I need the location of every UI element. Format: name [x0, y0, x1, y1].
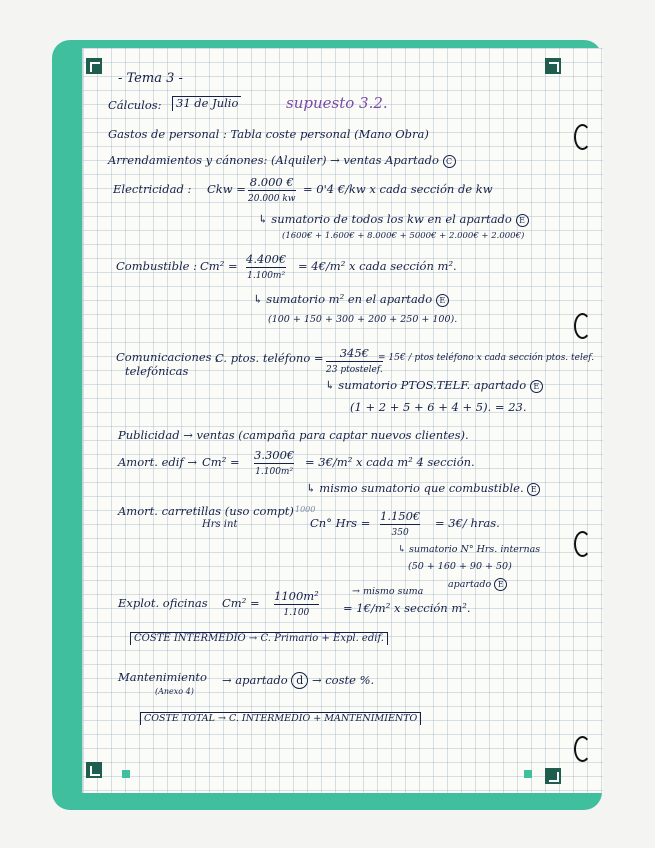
- carretillas-fraction: 1.150€ 350: [380, 509, 421, 538]
- combustible-label: Combustible :: [116, 259, 197, 273]
- comunicaciones-result: = 15€ / ptos teléfono x cada sección ptos. telef.: [378, 353, 595, 363]
- green-square-icon: [524, 770, 532, 778]
- corner-marker-icon: [545, 768, 561, 784]
- explot-cm: Cm² =: [222, 596, 260, 610]
- mantenimiento-apartado: → apartado d → coste %.: [222, 673, 375, 687]
- explot-note: → mismo suma: [352, 586, 424, 597]
- carretillas-sub: Hrs int: [202, 519, 238, 530]
- circled-letter-icon: E: [436, 294, 449, 307]
- carretillas-result: = 3€/ hras.: [435, 516, 500, 530]
- combustible-note: ↳ sumatorio m² en el apartado E: [253, 294, 449, 307]
- electricidad-fraction: 8.000 € 20.000 kw: [248, 175, 296, 204]
- combustible-sum: (100 + 150 + 300 + 200 + 250 + 100).: [268, 314, 458, 325]
- binder-hole-icon: [574, 736, 591, 762]
- amort-edif-cm: Cm² =: [202, 455, 240, 469]
- combustible-fraction: 4.400€ 1.100m²: [246, 252, 287, 281]
- corner-marker-icon: [86, 762, 102, 778]
- amort-edif-fraction: 3.300€ 1.100m²: [254, 448, 295, 477]
- circled-letter-icon: E: [494, 578, 507, 591]
- comunicaciones-sum: (1 + 2 + 5 + 6 + 4 + 5). = 23.: [350, 400, 527, 414]
- carretillas-sum: (50 + 160 + 90 + 50): [408, 561, 512, 572]
- amort-edif-note: ↳ mismo sumatorio que combustible. E: [306, 483, 540, 496]
- binder-hole-icon: [574, 313, 591, 339]
- electricidad-sum: (1600€ + 1.600€ + 8.000€ + 5000€ + 2.000€ + 2.000€): [282, 231, 525, 241]
- explot-result: = 1€/m² x sección m².: [343, 601, 471, 615]
- combustible-result: = 4€/m² x cada sección m².: [298, 259, 457, 273]
- circled-letter-icon: E: [530, 380, 543, 393]
- carretillas-1000: 1000: [295, 505, 316, 514]
- circled-letter-icon: d: [291, 672, 308, 689]
- binder-hole-icon: [574, 531, 591, 557]
- electricidad-ck: Ckw =: [207, 182, 246, 196]
- arrendamientos-line: Arrendamientos y cánones: (Alquiler) → ventas Apartado C: [108, 155, 456, 168]
- gastos-line: Gastos de personal : Tabla coste personal (Mano Obra): [108, 127, 429, 141]
- coste-intermedio-box: COSTE INTERMEDIO → C. Primario + Expl. edif.: [130, 632, 388, 645]
- circled-letter-icon: E: [527, 483, 540, 496]
- tema-heading: - Tema 3 -: [118, 71, 183, 86]
- amort-edif-label: Amort. edif →: [118, 455, 197, 469]
- publicidad-line: Publicidad → ventas (campaña para captar nuevos clientes).: [118, 428, 469, 442]
- circled-letter-icon: C: [443, 155, 456, 168]
- carretillas-note: ↳ sumatorio N° Hrs. internas: [398, 544, 541, 555]
- carretillas-apartado: apartado E: [448, 578, 507, 591]
- mantenimiento-label: Mantenimiento: [118, 670, 207, 684]
- telefonicas-label: telefónicas: [125, 364, 189, 378]
- comunicaciones-c: C. ptos. teléfono =: [215, 351, 324, 365]
- mantenimiento-sub: (Anexo 4): [155, 687, 194, 696]
- corner-marker-icon: [86, 58, 102, 74]
- electricidad-label: Electricidad :: [113, 182, 192, 196]
- comunicaciones-note: ↳ sumatorio PTOS.TELF. apartado E: [325, 380, 543, 393]
- calculos-label: Cálculos:: [108, 98, 162, 112]
- fecha-box: 31 de Julio: [172, 96, 241, 111]
- explot-fraction: 1100m² 1.100: [274, 589, 319, 618]
- supuesto-title: supuesto 3.2.: [286, 94, 388, 112]
- electricidad-note: ↳ sumatorio de todos los kw en el apartado E: [258, 214, 529, 227]
- comunicaciones-label: Comunicaciones ,: [116, 350, 219, 364]
- binder-hole-icon: [574, 124, 591, 150]
- green-square-icon: [122, 770, 130, 778]
- circled-letter-icon: E: [516, 214, 529, 227]
- carretillas-cn: Cn° Hrs =: [310, 516, 371, 530]
- explot-label: Explot. oficinas: [118, 596, 208, 610]
- comunicaciones-fraction: 345€ 23 ptostelef.: [326, 346, 383, 375]
- coste-total-box: COSTE TOTAL → C. INTERMEDIO + MANTENIMIENTO: [140, 712, 421, 725]
- corner-marker-icon: [545, 58, 561, 74]
- electricidad-result: = 0'4 €/kw x cada sección de kw: [303, 182, 493, 196]
- carretillas-label: Amort. carretillas (uso compt): [118, 504, 294, 518]
- combustible-cm: Cm² =: [200, 259, 238, 273]
- amort-edif-result: = 3€/m² x cada m² 4 sección.: [305, 455, 475, 469]
